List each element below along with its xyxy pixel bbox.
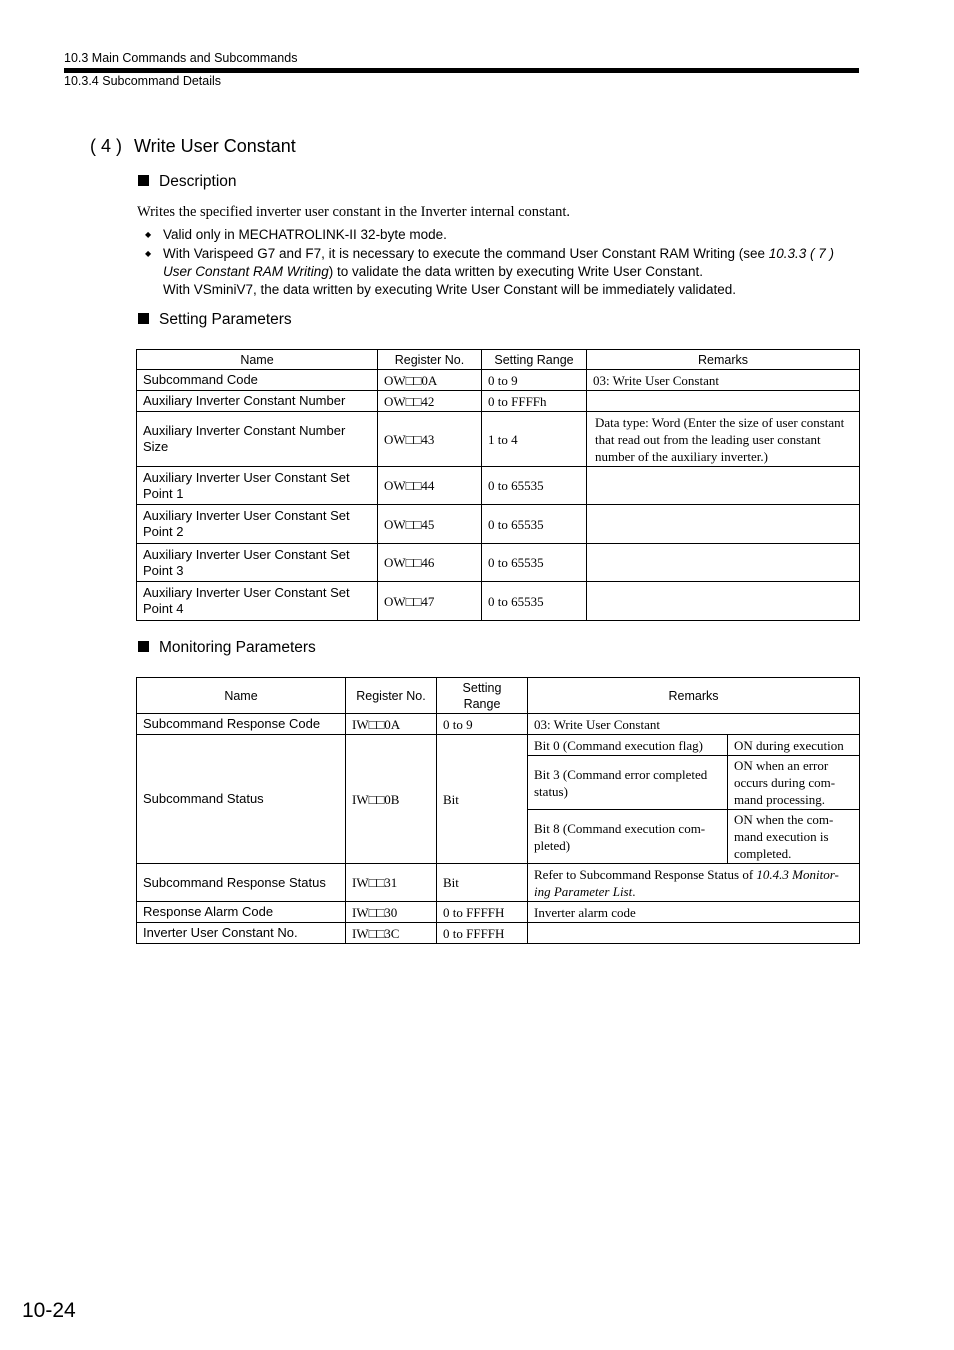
table-row: Auxiliary Inverter Constant Number OW□□42 0 to FFFFh xyxy=(137,391,860,412)
table-row: Subcommand Response Code IW□□0A 0 to 9 03: Write User Constant xyxy=(137,714,860,735)
table-row: Auxiliary Inverter Constant Number Size OW□□43 1 to 4 Data type: Word (Enter the size of user constant that read out from the leading user constant number of the auxiliary inverter.) xyxy=(137,412,860,467)
column-header: Remarks xyxy=(528,678,860,714)
description-bullets xyxy=(145,226,855,300)
page-number: 10-24 xyxy=(22,1299,76,1322)
column-header: Remarks xyxy=(587,350,860,370)
description-intro: Writes the specified inverter user constant in the Inverter internal constant. xyxy=(137,204,571,220)
column-header: Register No. xyxy=(346,678,437,714)
column-header: Register No. xyxy=(378,350,482,370)
table-row: Auxiliary Inverter User Constant Set Point 2 OW□□45 0 to 65535 xyxy=(137,505,860,544)
diamond-bullet-icon: ◆ xyxy=(145,249,152,258)
monitoring-parameters-table xyxy=(136,677,860,944)
header-rule xyxy=(64,68,859,73)
table-row: Auxiliary Inverter User Constant Set Point 1 OW□□44 0 to 65535 xyxy=(137,467,860,505)
table-row: Subcommand Status IW□□0B Bit Bit 0 (Command execution flag) ON during execution xyxy=(137,735,860,756)
column-header: Name xyxy=(137,350,378,370)
header-subsection: 10.3.4 Subcommand Details xyxy=(64,74,222,88)
section-title xyxy=(90,136,296,157)
column-header: Setting Range xyxy=(437,678,528,714)
square-bullet-icon xyxy=(138,313,149,324)
table-row: Auxiliary Inverter User Constant Set Point 3 OW□□46 0 to 65535 xyxy=(137,544,860,582)
monitoring-heading: Monitoring Parameters xyxy=(138,639,316,657)
setting-heading: Setting Parameters xyxy=(138,311,292,329)
table-row: Auxiliary Inverter User Constant Set Point 4 OW□□47 0 to 65535 xyxy=(137,582,860,621)
list-item: ◆ Valid only in MECHATROLINK-II 32-byte mode. xyxy=(145,227,447,242)
cross-reference: 10.3.3 ( 7 ) User Constant RAM Writing xyxy=(163,246,835,279)
setting-parameters-table xyxy=(136,349,860,621)
section-title-text: Write User Constant xyxy=(134,136,296,156)
table-row: Subcommand Code OW□□0A 0 to 9 03: Write User Constant xyxy=(137,370,860,391)
table-row: Subcommand Response Status IW□□31 Bit Refer to Subcommand Response Status of 10.4.3 Monitor-ing Parameter List. xyxy=(137,864,860,902)
table-header-row xyxy=(137,350,860,370)
table-row: Bit 3 (Command error completed status) ON when an error occurs during com-mand processing. xyxy=(137,756,860,810)
table-header-row xyxy=(137,678,860,714)
diamond-bullet-icon: ◆ xyxy=(145,230,152,239)
column-header: Setting Range xyxy=(482,350,587,370)
section-number: ( 4 ) xyxy=(90,136,123,156)
table-row: Bit 8 (Command execution com-pleted) ON when the com-mand execution is completed. xyxy=(137,810,860,864)
table-row: Response Alarm Code IW□□30 0 to FFFFH Inverter alarm code xyxy=(137,902,860,923)
description-heading: Description xyxy=(138,173,237,191)
header-section: 10.3 Main Commands and Subcommands xyxy=(64,51,298,65)
cross-reference: 10.4.3 Monitor-ing Parameter List xyxy=(534,866,839,899)
column-header: Name xyxy=(137,678,346,714)
square-bullet-icon xyxy=(138,641,149,652)
table-row: Inverter User Constant No. IW□□3C 0 to FFFFH xyxy=(137,923,860,944)
square-bullet-icon xyxy=(138,175,149,186)
list-item: ◆ With Varispeed G7 and F7, it is necessary to execute the command User Constant RAM Writing (see 10.3.3 ( 7 ) User Constant RAM Writing) to validate the data written by executing Write User Constant. With VSminiV7, the data written by executing Write User Constant will be immediately validated. xyxy=(145,246,835,297)
